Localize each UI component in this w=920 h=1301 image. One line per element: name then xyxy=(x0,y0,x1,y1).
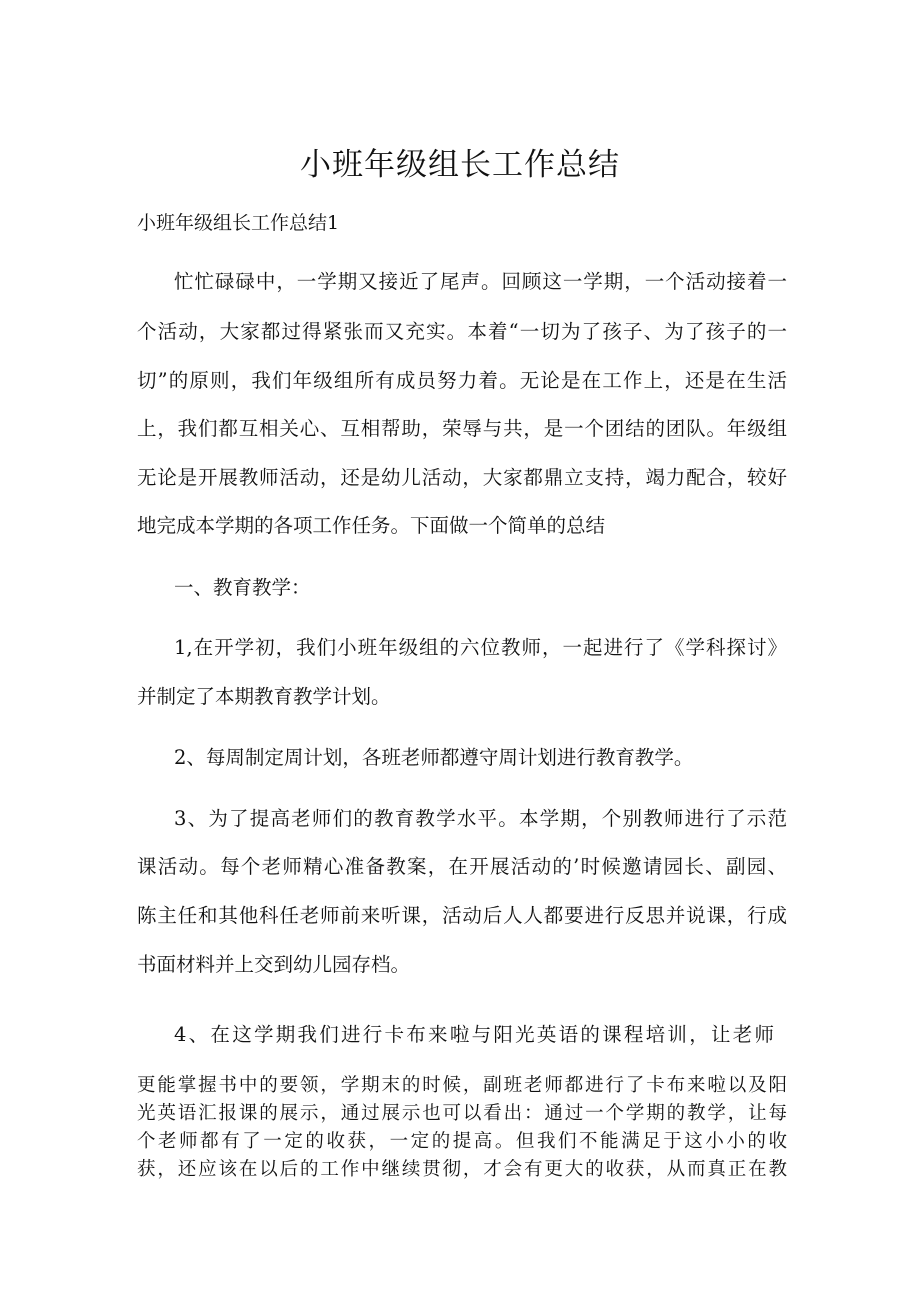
paragraph-line: 获，还应该在以后的工作中继续贯彻，才会有更大的收获，从而真正在教 xyxy=(137,1159,787,1180)
paragraph-line: 切”的原则，我们年级组所有成员努力着。无论是在工作上，还是在生活 xyxy=(137,369,787,392)
paragraph-line: 1,在开学初，我们小班年级组的六位教师，一起进行了《学科探讨》 xyxy=(174,636,787,659)
page-title: 小班年级组长工作总结 xyxy=(300,147,620,183)
paragraph-line: 个老师都有了一定的收获，一定的提高。但我们不能满足于这小小的收 xyxy=(137,1131,787,1152)
paragraph-line: 课活动。每个老师精心准备教案，在开展活动的’时候邀请园长、副园、 xyxy=(137,855,787,878)
paragraph-line: 3、为了提高老师们的教育教学水平。本学期，个别教师进行了示范 xyxy=(174,807,787,830)
paragraph-line: 无论是开展教师活动，还是幼儿活动，大家都鼎立支持，竭力配合，较好 xyxy=(137,466,787,489)
paragraph-line: 更能掌握书中的要领，学期末的时候，副班老师都进行了卡布来啦以及阳 xyxy=(137,1075,787,1096)
paragraph-line: 上，我们都互相关心、互相帮助，荣辱与共，是一个团结的团队。年级组 xyxy=(137,417,787,440)
paragraph-line: 忙忙碌碌中，一学期又接近了尾声。回顾这一学期，一个活动接着一 xyxy=(174,270,787,293)
section-subtitle: 小班年级组长工作总结1 xyxy=(137,212,340,234)
paragraph-line: 2、每周制定周计划，各班老师都遵守周计划进行教育教学。 xyxy=(174,746,694,769)
paragraph-line: 地完成本学期的各项工作任务。下面做一个简单的总结 xyxy=(137,514,606,537)
paragraph-line: 陈主任和其他科任老师前来听课，活动后人人都要进行反思并说课，行成 xyxy=(137,904,787,927)
section-heading: 一、教育教学： xyxy=(174,576,311,599)
paragraph-line: 并制定了本期教育教学计划。 xyxy=(137,685,391,708)
paragraph-line: 光英语汇报课的展示，通过展示也可以看出：通过一个学期的教学，让每 xyxy=(137,1103,787,1124)
paragraph-line: 4、在这学期我们进行卡布来啦与阳光英语的课程培训，让老师 xyxy=(174,1023,774,1046)
paragraph-line: 书面材料并上交到幼儿园存档。 xyxy=(137,953,411,976)
paragraph-line: 个活动，大家都过得紧张而又充实。本着“一切为了孩子、为了孩子的一 xyxy=(137,320,787,343)
